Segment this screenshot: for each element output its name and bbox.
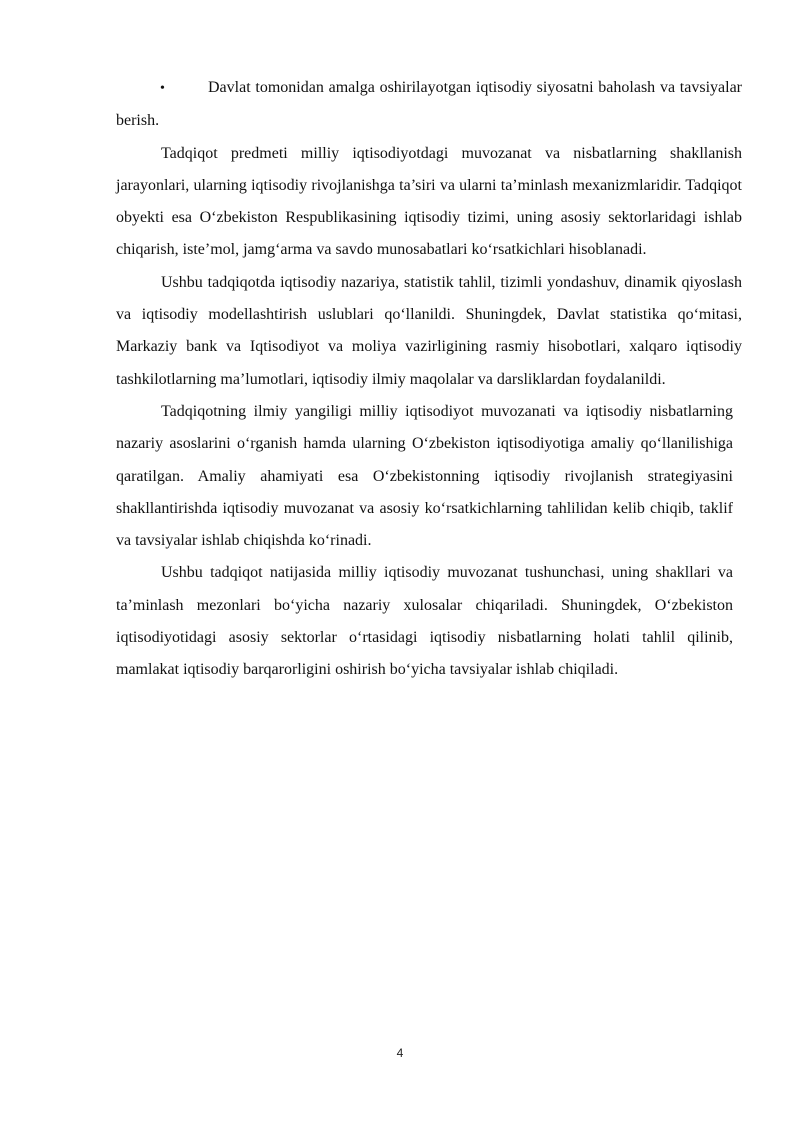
paragraph-subject-object: Tadqiqot predmeti milliy iqtisodiyotdagi muvozanat va nisbatlarning shakllanish jarayonlari, ularning iqtisodiy rivojlanishga ta’siri va ularni ta’minlash mexanizmlaridir. Tadqiqot obyekti esa O‘zbekiston Respublikasining iqtisodiy tizimi, uning asosiy sektorlaridagi ishlab chiqarish, iste’mol, jamg‘arma va savdo munosabatlari ko‘rsatkichlari hisoblanadi. [116,144,742,259]
paragraph-results: Ushbu tadqiqot natijasida milliy iqtisodiy muvozanat tushunchasi, uning shakllari va ta’minlash mezonlari bo‘yicha nazariy xulosalar chiqariladi. Shuningdek, O‘zbekiston iqtisodiyotidagi asosiy sektorlar o‘rtasidagi iqtisodiy nisbatlarning holati tahlil qilinib, mamlakat iqtisodiy barqarorligini oshirish bo‘yicha tavsiyalar ishlab chiqiladi. [116,564,733,679]
bullet-symbol: • [160,81,165,96]
page-body [116,72,742,687]
page-number: 4 [396,1046,404,1060]
paragraph-methods: Ushbu tadqiqotda iqtisodiy nazariya, statistik tahlil, tizimli yondashuv, dinamik qiyoslash va iqtisodiy modellashtirish uslublari qo‘llanildi. Shuningdek, Davlat statistika qo‘mitasi, Markaziy bank va Iqtisodiyot va moliya vazirligining rasmiy hisobotlari, xalqaro iqtisodiy tashkilotlarning ma’lumotlari, iqtisodiy ilmiy maqolalar va darsliklardan foydalanildi. [116,273,742,388]
paragraph-novelty: Tadqiqotning ilmiy yangiligi milliy iqtisodiyot muvozanati va iqtisodiy nisbatlarning nazariy asoslarini o‘rganish hamda ularning O‘zbekiston iqtisodiyotiga amaliy qo‘llanilishiga qaratilgan. Amaliy ahamiyati esa O‘zbekistonning iqtisodiy rivojlanish strategiyasini shakllantirishda iqtisodiy muvozanat va asosiy ko‘rsatkichlarning tahlilidan kelib chiqib, taklif va tavsiyalar ishlab chiqishda ko‘rinadi. [116,402,733,550]
bullet-text: Davlat tomonidan amalga oshirilayotgan iqtisodiy siyosatni baholash va tavsiyalar berish. [116,79,742,130]
bullet-list-item [116,72,742,138]
